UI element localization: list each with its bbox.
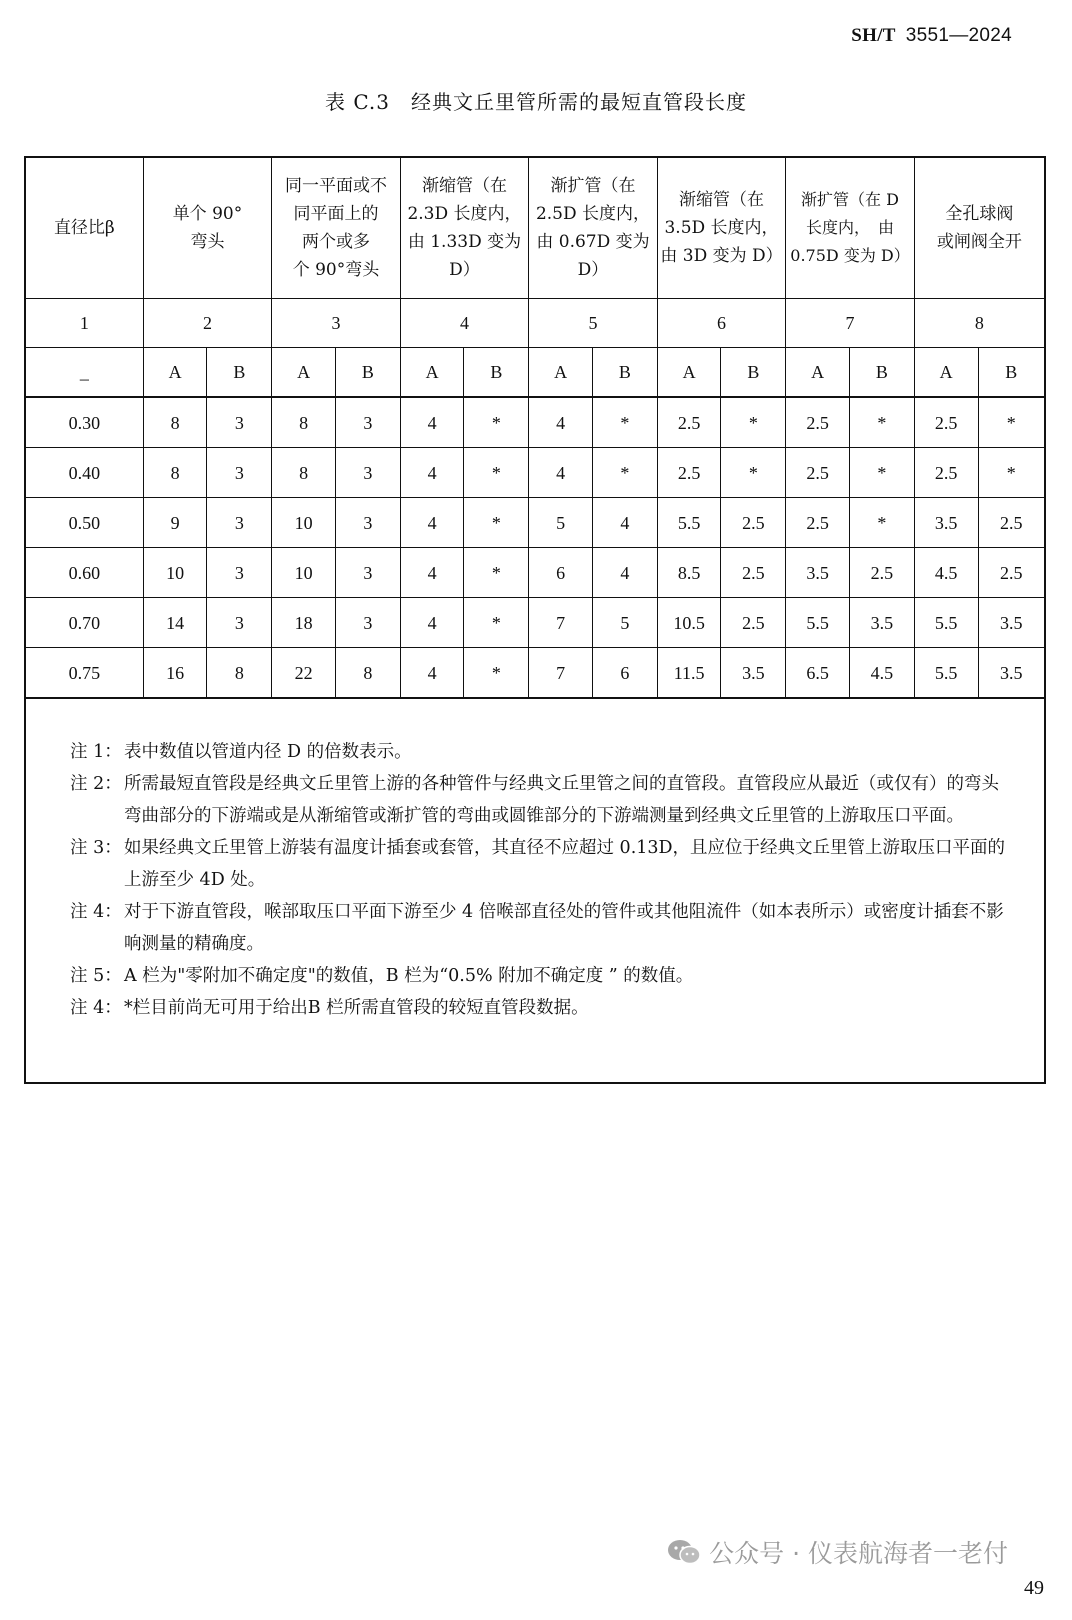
table-frame [24, 156, 1046, 1084]
column-header: 同一平面或不 同平面上的 两个或多 个 90°弯头 [272, 158, 401, 299]
value-cell: * [464, 397, 529, 448]
note-label: 注 4： [70, 998, 122, 1018]
note-item [70, 736, 1016, 768]
column-b-label: B [978, 348, 1044, 398]
value-cell: 3.5 [978, 598, 1044, 648]
value-cell: 3 [335, 498, 400, 548]
beta-cell: 0.40 [26, 448, 143, 498]
value-cell: 6 [592, 648, 657, 699]
value-cell: 8 [335, 648, 400, 699]
beta-cell: 0.60 [26, 548, 143, 598]
header-row [26, 158, 1044, 299]
value-cell: 22 [272, 648, 336, 699]
table-body [26, 158, 1044, 698]
value-cell: 3 [335, 397, 400, 448]
value-cell: * [592, 397, 657, 448]
value-cell: * [850, 397, 915, 448]
beta-cell: 0.50 [26, 498, 143, 548]
column-a-label: A [786, 348, 850, 398]
table-row [26, 397, 1044, 448]
ab-row [26, 348, 1044, 398]
column-b-label: B [592, 348, 657, 398]
value-cell: 2.5 [914, 448, 978, 498]
value-cell: 5.5 [786, 598, 850, 648]
note-text: 对于下游直管段，喉部取压口平面下游至少 4 倍喉部直径处的管件或其他阻流件（如本表所示）或密度计插套不影响测量的精确度。 [124, 902, 1004, 954]
value-cell: 3 [207, 397, 272, 448]
value-cell: 3 [207, 498, 272, 548]
note-text: 所需最短直管段是经典文丘里管上游的各种管件与经典文丘里管之间的直管段。直管段应从最近（或仅有）的弯头弯曲部分的下游端或是从渐缩管或渐扩管的弯曲或圆锥部分的下游端测量到经典文丘里管的上游取压口平面。 [124, 774, 999, 826]
value-cell: 8 [143, 397, 207, 448]
column-b-label: B [721, 348, 786, 398]
value-cell: 4 [400, 498, 464, 548]
column-b-label: B [850, 348, 915, 398]
value-cell: * [721, 397, 786, 448]
value-cell: 2.5 [850, 548, 915, 598]
value-cell: 3.5 [850, 598, 915, 648]
value-cell: 5 [592, 598, 657, 648]
value-cell: 2.5 [721, 598, 786, 648]
value-cell: 9 [143, 498, 207, 548]
column-number: 3 [272, 299, 401, 348]
value-cell: * [464, 598, 529, 648]
table-row [26, 548, 1044, 598]
value-cell: 4 [592, 498, 657, 548]
beta-cell: 0.70 [26, 598, 143, 648]
value-cell: 8 [207, 648, 272, 699]
table-row [26, 648, 1044, 699]
watermark-text: 公众号 · 仪表航海者一老付 [709, 1539, 1008, 1568]
column-header: 渐扩管（在 D 长度内， 由 0.75D 变为 D） [786, 158, 915, 299]
column-b-label: B [464, 348, 529, 398]
value-cell: 2.5 [657, 448, 721, 498]
value-cell: 5.5 [657, 498, 721, 548]
column-number: 8 [914, 299, 1044, 348]
standard-number: 3551—2024 [905, 25, 1012, 46]
note-item [70, 896, 1016, 960]
value-cell: 3.5 [721, 648, 786, 699]
note-text: 表中数值以管道内径 D 的倍数表示。 [124, 742, 412, 762]
column-number-row [26, 299, 1044, 348]
column-a-label: A [529, 348, 593, 398]
value-cell: 3.5 [978, 648, 1044, 699]
column-header: 单个 90° 弯头 [143, 158, 272, 299]
value-cell: 2.5 [786, 498, 850, 548]
value-cell: 8 [272, 448, 336, 498]
note-label: 注 3： [70, 838, 122, 858]
value-cell: 5 [529, 498, 593, 548]
value-cell: 3 [207, 598, 272, 648]
note-text: 如果经典文丘里管上游装有温度计插套或套管，其直径不应超过 0.13D，且应位于经典文丘里管上游取压口平面的上游至少 4D 处。 [124, 838, 1006, 890]
value-cell: 2.5 [786, 448, 850, 498]
beta-cell: 0.30 [26, 397, 143, 448]
column-number: 4 [400, 299, 529, 348]
column-b-label: B [207, 348, 272, 398]
column-a-label: A [914, 348, 978, 398]
value-cell: 10 [143, 548, 207, 598]
value-cell: * [464, 548, 529, 598]
table-title: 表 C.3 经典文丘里管所需的最短直管段长度 [324, 90, 748, 114]
column-header: 渐缩管（在 2.3D 长度内， 由 1.33D 变为 D） [400, 158, 529, 299]
table-row [26, 498, 1044, 548]
column-a-label: A [143, 348, 207, 398]
value-cell: 5.5 [914, 648, 978, 699]
notes-section [70, 736, 1016, 1024]
value-cell: 11.5 [657, 648, 721, 699]
value-cell: 6 [529, 548, 593, 598]
value-cell: * [978, 448, 1044, 498]
standard-prefix: SH/T [851, 25, 896, 46]
column-header: 渐扩管（在 2.5D 长度内， 由 0.67D 变为 D） [529, 158, 658, 299]
column-number: 1 [26, 299, 143, 348]
value-cell: 10 [272, 498, 336, 548]
value-cell: 4.5 [914, 548, 978, 598]
value-cell: 4 [592, 548, 657, 598]
value-cell: 10.5 [657, 598, 721, 648]
value-cell: 18 [272, 598, 336, 648]
value-cell: 4.5 [850, 648, 915, 699]
value-cell: 2.5 [721, 498, 786, 548]
value-cell: * [850, 448, 915, 498]
value-cell: 3.5 [786, 548, 850, 598]
table-row [26, 598, 1044, 648]
value-cell: 3 [207, 548, 272, 598]
value-cell: 6.5 [786, 648, 850, 699]
value-cell: * [592, 448, 657, 498]
value-cell: 4 [400, 397, 464, 448]
ab-row-first: _ [26, 348, 143, 398]
value-cell: 2.5 [978, 498, 1044, 548]
column-header: 渐缩管（在 3.5D 长度内， 由 3D 变为 D） [657, 158, 786, 299]
value-cell: * [464, 498, 529, 548]
column-a-label: A [400, 348, 464, 398]
value-cell: 3 [335, 448, 400, 498]
beta-cell: 0.75 [26, 648, 143, 699]
value-cell: 4 [400, 448, 464, 498]
value-cell: 14 [143, 598, 207, 648]
value-cell: 4 [400, 548, 464, 598]
column-number: 6 [657, 299, 786, 348]
note-item [70, 832, 1016, 896]
note-label: 注 2： [70, 774, 122, 794]
column-number: 2 [143, 299, 272, 348]
column-b-label: B [335, 348, 400, 398]
value-cell: 2.5 [721, 548, 786, 598]
column-a-label: A [272, 348, 336, 398]
note-item [70, 960, 1016, 992]
value-cell: * [978, 397, 1044, 448]
value-cell: 10 [272, 548, 336, 598]
value-cell: 8 [272, 397, 336, 448]
wechat-icon [667, 1538, 701, 1566]
note-label: 注 1： [70, 742, 122, 762]
note-text: A 栏为"零附加不确定度"的数值，B 栏为“0.5% 附加不确定度 ” 的数值。 [124, 966, 694, 986]
value-cell: 4 [529, 448, 593, 498]
value-cell: 5.5 [914, 598, 978, 648]
note-label: 注 5： [70, 966, 122, 986]
value-cell: 4 [400, 598, 464, 648]
value-cell: 7 [529, 598, 593, 648]
value-cell: 8.5 [657, 548, 721, 598]
value-cell: * [721, 448, 786, 498]
note-text: *栏目前尚无可用于给出B 栏所需直管段的较短直管段数据。 [124, 998, 589, 1018]
value-cell: 3 [207, 448, 272, 498]
note-label: 注 4： [70, 902, 122, 922]
value-cell: 16 [143, 648, 207, 699]
column-header: 直径比β [26, 158, 143, 299]
value-cell: 2.5 [786, 397, 850, 448]
watermark [667, 1534, 1008, 1570]
value-cell: * [464, 648, 529, 699]
column-number: 7 [786, 299, 915, 348]
value-cell: 2.5 [978, 548, 1044, 598]
table-row [26, 448, 1044, 498]
note-item [70, 768, 1016, 832]
column-header: 全孔球阀 或闸阀全开 [914, 158, 1044, 299]
standard-code [851, 24, 1012, 47]
value-cell: 7 [529, 648, 593, 699]
value-cell: * [464, 448, 529, 498]
value-cell: 2.5 [914, 397, 978, 448]
column-number: 5 [529, 299, 658, 348]
value-cell: 3 [335, 598, 400, 648]
straight-length-table [26, 158, 1044, 699]
value-cell: 3 [335, 548, 400, 598]
value-cell: 3.5 [914, 498, 978, 548]
value-cell: 8 [143, 448, 207, 498]
value-cell: 4 [400, 648, 464, 699]
value-cell: * [850, 498, 915, 548]
value-cell: 4 [529, 397, 593, 448]
page-number: 49 [1024, 1577, 1044, 1599]
column-a-label: A [657, 348, 721, 398]
note-item [70, 992, 1016, 1024]
value-cell: 2.5 [657, 397, 721, 448]
